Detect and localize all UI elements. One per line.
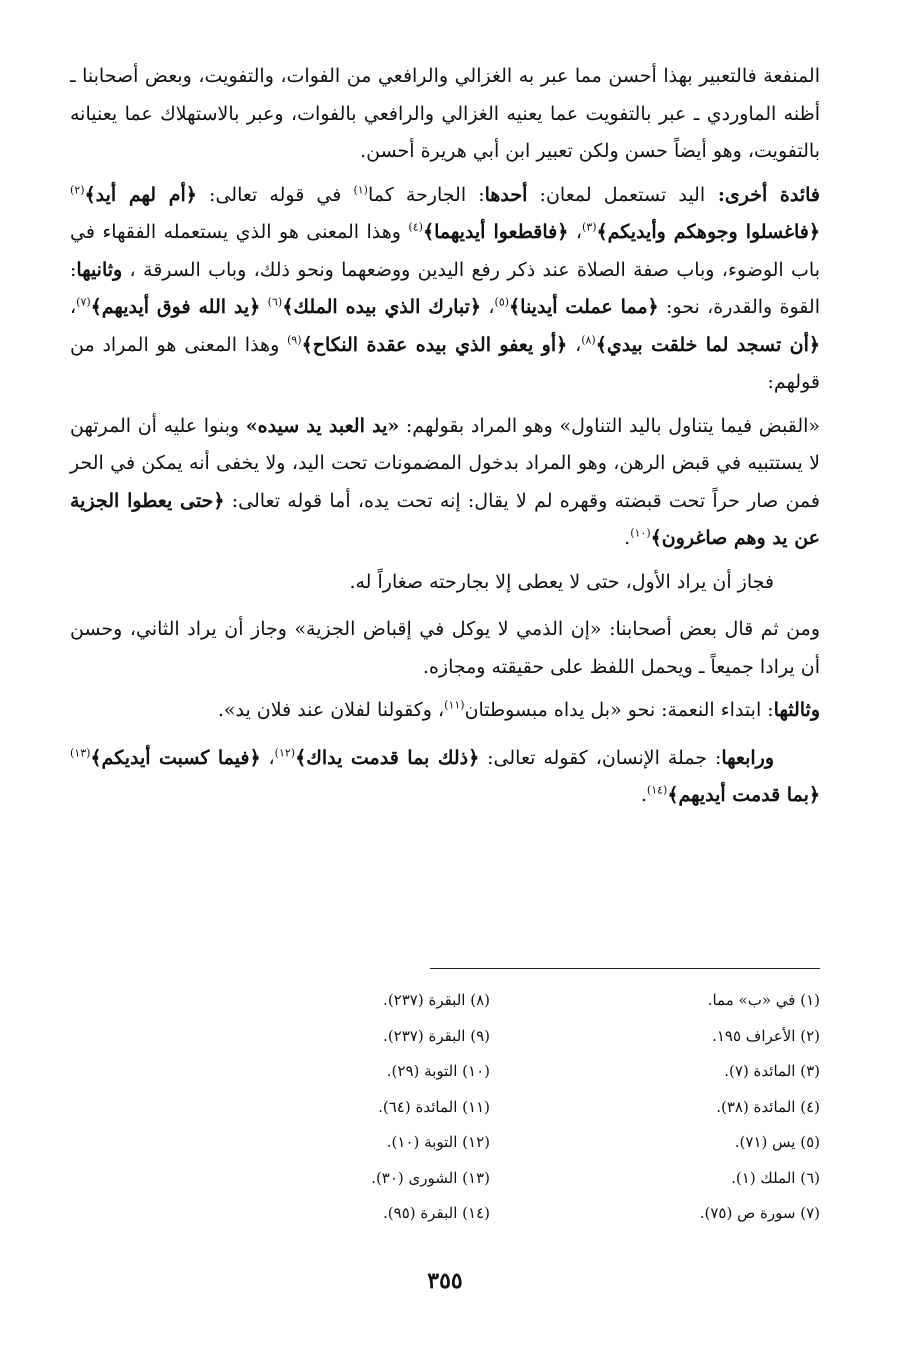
footnote-12: (١٢) التوبة (١٠).: [386, 1133, 490, 1151]
bold-text: ﴿أو يعفو الذي بيده عقدة النكاح﴾: [301, 333, 568, 356]
text-run: المنفعة فالتعبير بهذا أحسن مما عبر به الغزالي والرافعي من الفوات، والتفويت، وبعض أصحابنا ـ أظنه الماوردي ـ عبر بالتفويت عما يعنيه الغزالي والرافعي بالفوات، وعبر بالاستهلاك عما يعنيانه بالتفويت، وهو أيضاً حسن ولكن تعبير ابن أبي هريرة أحسن.: [70, 65, 820, 162]
bold-text: ﴿أن تسجد لما خلقت بيدي﴾: [595, 333, 820, 356]
body-text: [70, 58, 820, 815]
text-run: : ابتداء النعمة: نحو «بل يداه مبسوطتان: [464, 699, 774, 721]
footnote-1: (١) في «ب» مما.: [707, 991, 820, 1009]
footnote-6: (٦) الملك (١).: [731, 1168, 820, 1187]
bold-text: ﴿مما عملت أيدينا﴾: [509, 296, 659, 318]
footnote-separator: [430, 968, 820, 969]
text-run: اليد تستعمل لمعان:: [527, 183, 706, 206]
paragraph: [70, 692, 820, 730]
bold-text: ﴿فاقطعوا أيديهما﴾: [422, 221, 569, 243]
paragraph: [70, 611, 820, 686]
footnote-reference: (٦): [267, 295, 283, 309]
footnotes-column-right: [490, 983, 820, 1232]
footnote-reference: (١٤): [646, 783, 668, 797]
bold-text: ﴿فيما كسبت أيديكم﴾: [90, 746, 261, 769]
bold-text: ﴿بما قدمت أيديهم﴾: [667, 784, 820, 806]
text-run: في قوله تعالى:: [196, 183, 354, 206]
bold-text: ﴿يد الله فوق أيديهم﴾: [90, 296, 261, 318]
footnote-reference: (١): [353, 183, 368, 197]
footnote-reference: (١٢): [274, 746, 296, 760]
footnotes: [70, 983, 820, 1232]
text-run: : جملة الإنسان، كقوله تعالى:: [479, 746, 722, 769]
footnote-reference: (٩): [287, 333, 302, 347]
text-run: ومن ثم قال بعض أصحابنا: «إن الذمي لا يوكل في إقباض الجزية» وجاز أن يراد الثاني، وحسن أن يرادا جميعاً ـ ويحمل اللفظ على حقيقته ومجازه.: [70, 618, 820, 678]
footnote-reference: (٥): [494, 295, 510, 309]
text-run: .: [640, 784, 647, 806]
text-run: [260, 296, 267, 318]
text-run: وبنوا عليه أن المرتهن لا يستتبيه في قبض الرهن، وهو المراد بدخول المضمونات تحت اليد، ولا يخفى أنه يمكن في الحر فمن صار حراً تحت قبضته وقهره لم لا يقال: إنه تحت يده، أما قوله تعالى:: [70, 414, 821, 512]
text-run: ، وكقولنا لفلان عند فلان يد».: [217, 699, 445, 721]
footnote-4: (٤) المائدة (٣٨).: [716, 1097, 820, 1116]
bold-text: ﴿فاغسلوا وجوهكم وأيديكم﴾: [596, 221, 820, 243]
text-run: ،: [567, 333, 582, 356]
text-run: ،: [481, 296, 495, 318]
footnote-14: (١٤) البقرة (٩٥).: [383, 1204, 490, 1222]
text-run: .: [624, 527, 631, 549]
text-run: : القوة والقدرة، نحو:: [70, 258, 820, 318]
footnote-reference: (٣): [581, 220, 597, 234]
text-run: «القبض فيما يتناول باليد التناول» وهو المراد بقولهم:: [399, 414, 821, 437]
footnote-reference: (١١): [444, 698, 465, 712]
text-run: وهذا المعنى هو المراد من قولهم:: [70, 333, 820, 393]
footnote-8: (٨) البقرة (٢٣٧).: [383, 991, 490, 1009]
footnote-reference: (٨): [581, 333, 596, 347]
footnote-5: (٥) يس (٧١).: [734, 1133, 820, 1151]
paragraph: [70, 740, 820, 815]
bold-text: ﴿حتى يعطوا الجزية عن يد وهم صاغرون﴾: [70, 489, 820, 549]
footnote-reference: (٢): [70, 183, 85, 197]
footnote-reference: (٧): [76, 295, 91, 309]
footnotes-column-left: [160, 983, 490, 1232]
footnote-2: (٢) الأعراف ١٩٥.: [712, 1026, 820, 1045]
footnote-reference: (١٠): [630, 526, 651, 540]
footnote-11: (١١) المائدة (٦٤).: [378, 1097, 490, 1116]
bold-text: ورابعها: [721, 746, 774, 769]
bold-text: ﴿تبارك الذي بيده الملك﴾: [282, 296, 482, 318]
bold-text: فائدة أخرى:: [705, 183, 820, 206]
bold-text: ﴿ذلك بما قدمت يداك﴾: [295, 746, 480, 769]
text-run: ،: [70, 296, 77, 318]
book-page: [70, 58, 820, 1298]
text-run: ،: [568, 221, 582, 243]
footnote-reference: (١٣): [70, 746, 91, 760]
bold-text: ﴿أم لهم أيد﴾: [84, 183, 197, 206]
footnote-reference: (٤): [408, 220, 423, 234]
footnote-10: (١٠) التوبة (٢٩).: [386, 1062, 490, 1080]
text-run: وهذا المعنى هو الذي يستعمله الفقهاء في باب الوضوء، وباب صفة الصلاة عند ذكر رفع اليدين ووضعهما ونحو ذلك، وباب السرقة ،: [70, 221, 820, 281]
bold-text: وثانيها: [76, 258, 123, 281]
text-run: فجاز أن يراد الأول، حتى لا يعطى إلا بجارحته صغاراً له.: [349, 570, 774, 593]
footnote-3: (٣) المائدة (٧).: [724, 1062, 820, 1080]
paragraph: [70, 58, 820, 171]
paragraph: [70, 177, 820, 402]
page-number: ٣٥٥: [427, 1268, 463, 1294]
footnote-7: (٧) سورة ص (٧٥).: [699, 1204, 820, 1222]
text-run: : الجارحة كما: [367, 183, 485, 206]
bold-text: أحدها: [484, 183, 528, 206]
bold-text: وثالثها: [773, 699, 820, 721]
footnote-13: (١٣) الشورى (٣٠).: [371, 1168, 490, 1187]
paragraph: [70, 564, 820, 602]
bold-text: «يد العبد يد سيده»: [245, 414, 400, 437]
paragraph: [70, 408, 820, 558]
text-run: ،: [260, 746, 275, 769]
footnote-9: (٩) البقرة (٢٣٧).: [383, 1026, 490, 1045]
